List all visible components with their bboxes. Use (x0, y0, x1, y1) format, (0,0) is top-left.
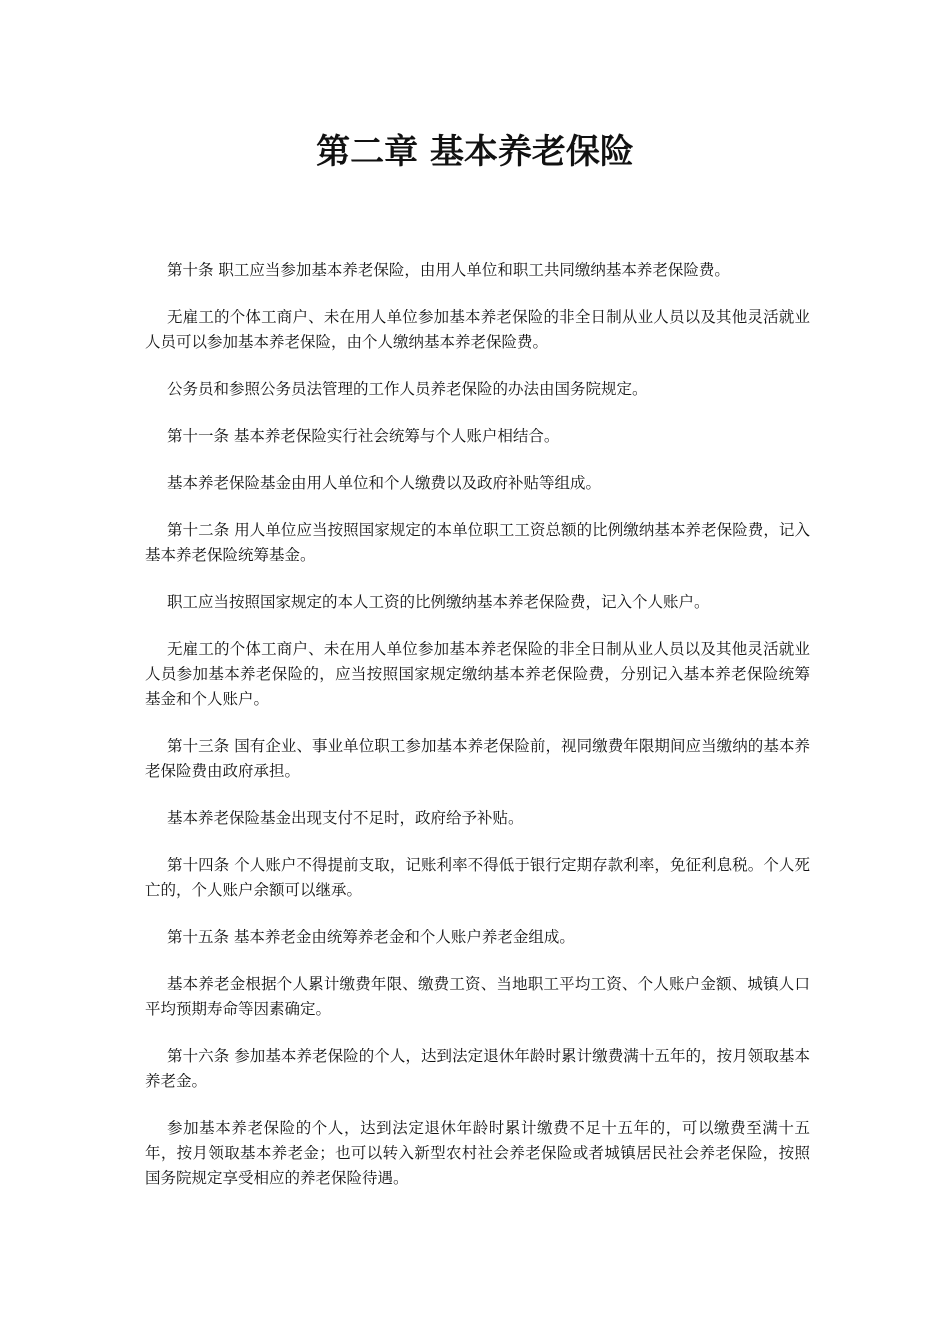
paragraph-article-15: 第十五条 基本养老金由统筹养老金和个人账户养老金组成。 (167, 928, 575, 946)
paragraph-civil-servants: 公务员和参照公务员法管理的工作人员养老保险的办法由国务院规定。 (167, 380, 648, 398)
document-body (145, 258, 810, 1213)
paragraph-article-14: 第十四条 个人账户不得提前支取，记账利率不得低于银行定期存款利率，免征利息税。个人死亡的，个人账户余额可以继承。 (145, 856, 810, 899)
paragraph-pension-determination: 基本养老金根据个人累计缴费年限、缴费工资、当地职工平均工资、个人账户金额、城镇人口平均预期寿命等因素确定。 (145, 975, 810, 1018)
paragraph-flexible-employment-contribution: 无雇工的个体工商户、未在用人单位参加基本养老保险的非全日制从业人员以及其他灵活就业人员参加基本养老保险的，应当按照国家规定缴纳基本养老保险费，分别记入基本养老保险统筹基金和个人账户。 (145, 640, 810, 708)
paragraph-article-13: 第十三条 国有企业、事业单位职工参加基本养老保险前，视同缴费年限期间应当缴纳的基本养老保险费由政府承担。 (145, 737, 810, 780)
chapter-title: 第二章 基本养老保险 (316, 132, 634, 172)
paragraph-employee-contribution: 职工应当按照国家规定的本人工资的比例缴纳基本养老保险费，记入个人账户。 (167, 593, 710, 611)
paragraph-article-12: 第十二条 用人单位应当按照国家规定的本单位职工工资总额的比例缴纳基本养老保险费，记入基本养老保险统筹基金。 (145, 521, 810, 564)
paragraph-article-16: 第十六条 参加基本养老保险的个人，达到法定退休年龄时累计缴费满十五年的，按月领取基本养老金。 (145, 1047, 810, 1090)
paragraph-self-employed-participation: 无雇工的个体工商户、未在用人单位参加基本养老保险的非全日制从业人员以及其他灵活就业人员可以参加基本养老保险，由个人缴纳基本养老保险费。 (145, 308, 810, 351)
paragraph-article-10: 第十条 职工应当参加基本养老保险，由用人单位和职工共同缴纳基本养老保险费。 (167, 261, 730, 279)
paragraph-insufficient-contribution: 参加基本养老保险的个人，达到法定退休年龄时累计缴费不足十五年的，可以缴费至满十五年，按月领取基本养老金；也可以转入新型农村社会养老保险或者城镇居民社会养老保险，按照国务院规定享受相应的养老保险待遇。 (145, 1119, 810, 1187)
paragraph-fund-composition: 基本养老保险基金由用人单位和个人缴费以及政府补贴等组成。 (167, 474, 602, 492)
paragraph-article-11: 第十一条 基本养老保险实行社会统筹与个人账户相结合。 (167, 427, 560, 445)
paragraph-government-subsidy: 基本养老保险基金出现支付不足时，政府给予补贴。 (167, 809, 524, 827)
